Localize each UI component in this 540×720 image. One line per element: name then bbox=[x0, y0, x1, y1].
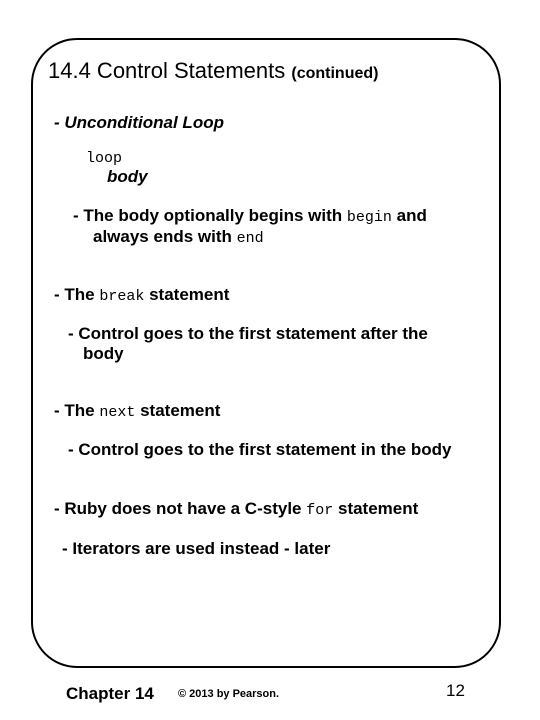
ruby-for-prefix: - Ruby does not have a C-style bbox=[54, 499, 302, 518]
break-prefix: - The bbox=[54, 285, 95, 304]
footer-chapter: Chapter 14 bbox=[66, 684, 154, 703]
note-mid: and bbox=[396, 206, 427, 225]
footer-page-number: 12 bbox=[446, 681, 465, 700]
unconditional-note-line1 bbox=[73, 207, 427, 225]
slide-title bbox=[48, 60, 378, 82]
unconditional-loop-heading: - Unconditional Loop bbox=[54, 113, 224, 132]
break-desc-line1: - Control goes to the first statement after the bbox=[68, 324, 428, 343]
break-desc-line2: body bbox=[83, 344, 124, 363]
for-keyword: for bbox=[306, 502, 334, 519]
footer-copyright: © 2013 by Pearson. bbox=[178, 688, 280, 700]
code-body-placeholder: body bbox=[107, 167, 148, 186]
title-suffix: (continued) bbox=[291, 65, 379, 82]
title-main: 14.4 Control Statements bbox=[48, 58, 286, 83]
unconditional-note-line2 bbox=[93, 228, 264, 246]
ruby-for-suffix: statement bbox=[337, 499, 419, 518]
next-desc: - Control goes to the first statement in the body bbox=[68, 440, 452, 459]
break-heading bbox=[54, 286, 229, 304]
break-suffix: statement bbox=[149, 285, 230, 304]
note-line2-prefix: always ends with bbox=[93, 227, 232, 246]
end-keyword: end bbox=[236, 230, 264, 247]
ruby-for-desc: - Iterators are used instead - later bbox=[62, 539, 331, 558]
break-keyword: break bbox=[99, 288, 145, 305]
note-prefix: - The body optionally begins with bbox=[73, 206, 343, 225]
next-keyword: next bbox=[99, 404, 136, 421]
ruby-for-heading bbox=[54, 500, 418, 518]
next-heading bbox=[54, 402, 220, 420]
next-prefix: - The bbox=[54, 401, 95, 420]
next-suffix: statement bbox=[140, 401, 221, 420]
begin-keyword: begin bbox=[346, 209, 392, 226]
code-loop-keyword: loop bbox=[86, 150, 123, 167]
